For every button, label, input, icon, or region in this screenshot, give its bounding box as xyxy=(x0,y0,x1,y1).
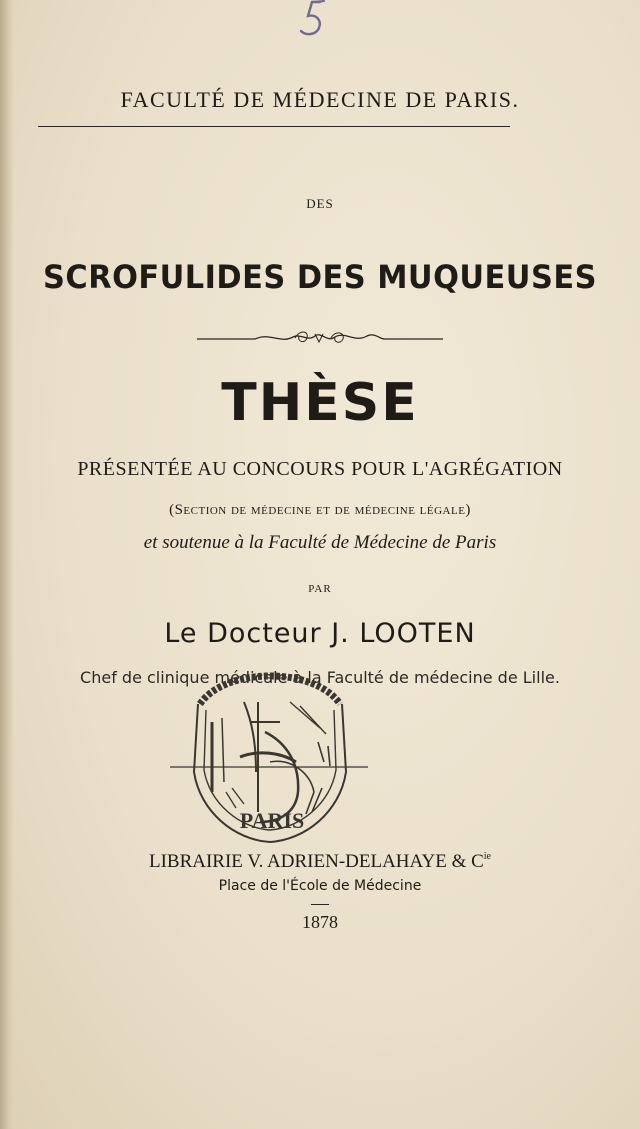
author-name: Le Docteur J. LOOTEN xyxy=(164,618,476,649)
page-edge-shadow xyxy=(0,0,14,1129)
publisher-name-suffix: ie xyxy=(483,851,491,862)
publisher-name-text: LIBRAIRIE V. ADRIEN-DELAHAYE & C xyxy=(148,851,484,872)
publisher-address: Place de l'École de Médecine xyxy=(218,878,422,894)
ornamental-divider xyxy=(195,328,445,348)
thesis-title: SCROFULIDES DES MUQUEUSES xyxy=(43,258,597,296)
section-line: (Section de médecine et de médecine légale) xyxy=(169,502,471,518)
faculty-heading: FACULTÉ DE MÉDECINE DE PARIS. xyxy=(120,87,520,112)
handwritten-page-number xyxy=(292,0,332,44)
title-prefix: DES xyxy=(306,196,334,211)
publisher-name xyxy=(0,851,640,873)
library-stamp-icon xyxy=(140,662,380,857)
by-label: PAR xyxy=(308,583,332,595)
author-position: Chef de clinique médicale à la Faculté de médecine de Lille. xyxy=(80,668,560,687)
presentation-line: PRÉSENTÉE AU CONCOURS POUR L'AGRÉGATION xyxy=(77,458,563,480)
year-rule xyxy=(311,904,329,905)
publication-year: 1878 xyxy=(302,912,338,932)
thesis-label: THÈSE xyxy=(221,373,419,433)
header-rule xyxy=(38,126,510,127)
defense-line: et soutenue à la Faculté de Médecine de Paris xyxy=(143,532,497,553)
stamp-text: PARIS xyxy=(239,808,305,833)
